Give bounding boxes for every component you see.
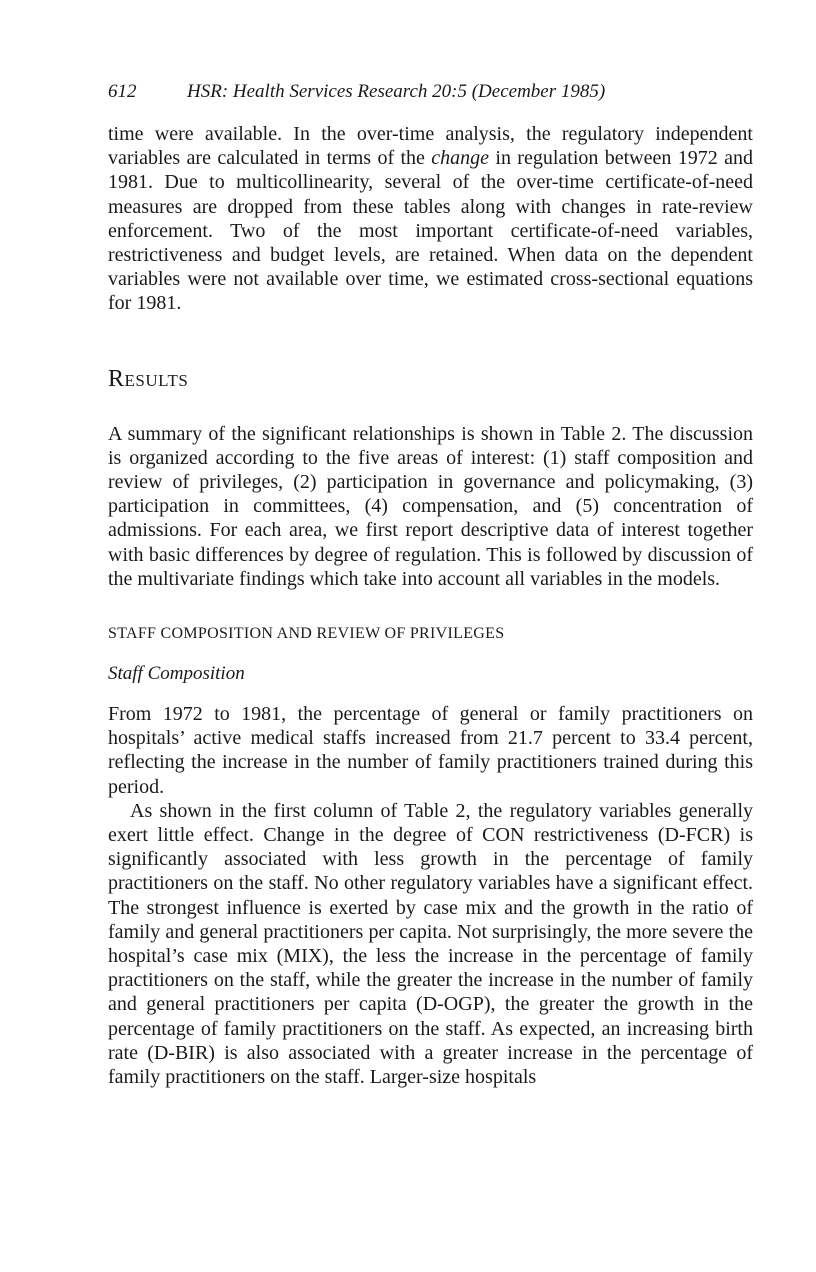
staff-paragraph-1: From 1972 to 1981, the percentage of general or family practitioners on hospitals’ active medical staffs increased from 21.7 percent to 33.4 percent, reflecting the increase in the number of family practitioners trained during this period. bbox=[108, 703, 753, 798]
results-heading: Results bbox=[108, 365, 189, 392]
subsection-heading: Staff Composition bbox=[108, 663, 245, 685]
intro-emphasis: change bbox=[431, 147, 490, 170]
journal-citation: HSR: Health Services Research 20:5 (December 1985) bbox=[187, 81, 606, 102]
intro-text-start: time were available. In the over-time analysis, the regulatory independent variables are calculated in terms of the bbox=[108, 123, 753, 170]
results-paragraph: A summary of the significant relationships is shown in Table 2. The discussion is organized according to the five areas of interest: (1) staff composition and review of privileges, (2) participation in governance and policymaking, (3) participation in committees, (4) compensation, and (5) concentration of admissions. For each area, we first report descriptive data of interest together with basic differences by degree of regulation. This is followed by discussion of the multivariate findings which take into account all variables in the models. bbox=[108, 422, 753, 590]
section-heading: STAFF COMPOSITION AND REVIEW OF PRIVILEGES bbox=[108, 625, 505, 643]
intro-paragraph bbox=[108, 122, 753, 316]
staff-paragraph-2: As shown in the first column of Table 2, the regulatory variables generally exert little effect. Change in the degree of CON restrictiveness (D-FCR) is significantly associated with less growth in the percentage of family practitioners on the staff. No other regulatory variables have a significant effect. The strongest influence is exerted by case mix and the growth in the ratio of family and general practitioners per capita. Not surprisingly, the more severe the hospital’s case mix (MIX), the less the increase in the percentage of family practitioners on the staff, while the greater the increase in the number of family and general practitioners per capita (D-OGP), the greater the growth in the percentage of family practitioners on the staff. As expected, an increasing birth rate (D-BIR) is also associated with a greater increase in the percentage of family practitioners on the staff. Larger-size hospitals bbox=[108, 799, 753, 1089]
page-number: 612 bbox=[108, 81, 137, 102]
page-content bbox=[108, 80, 753, 1089]
running-header bbox=[108, 80, 753, 104]
intro-text-end: in regulation between 1972 and 1981. Due to multicollinearity, several of the over-time certificate-of-need measures are dropped from these tables along with changes in rate-review enforcement. Two of the most important certificate-of-need variables, restrictiveness and budget levels, are retained. When data on the dependent variables were not available over time, we estimated cross-sectional equations for 1981. bbox=[108, 147, 753, 315]
